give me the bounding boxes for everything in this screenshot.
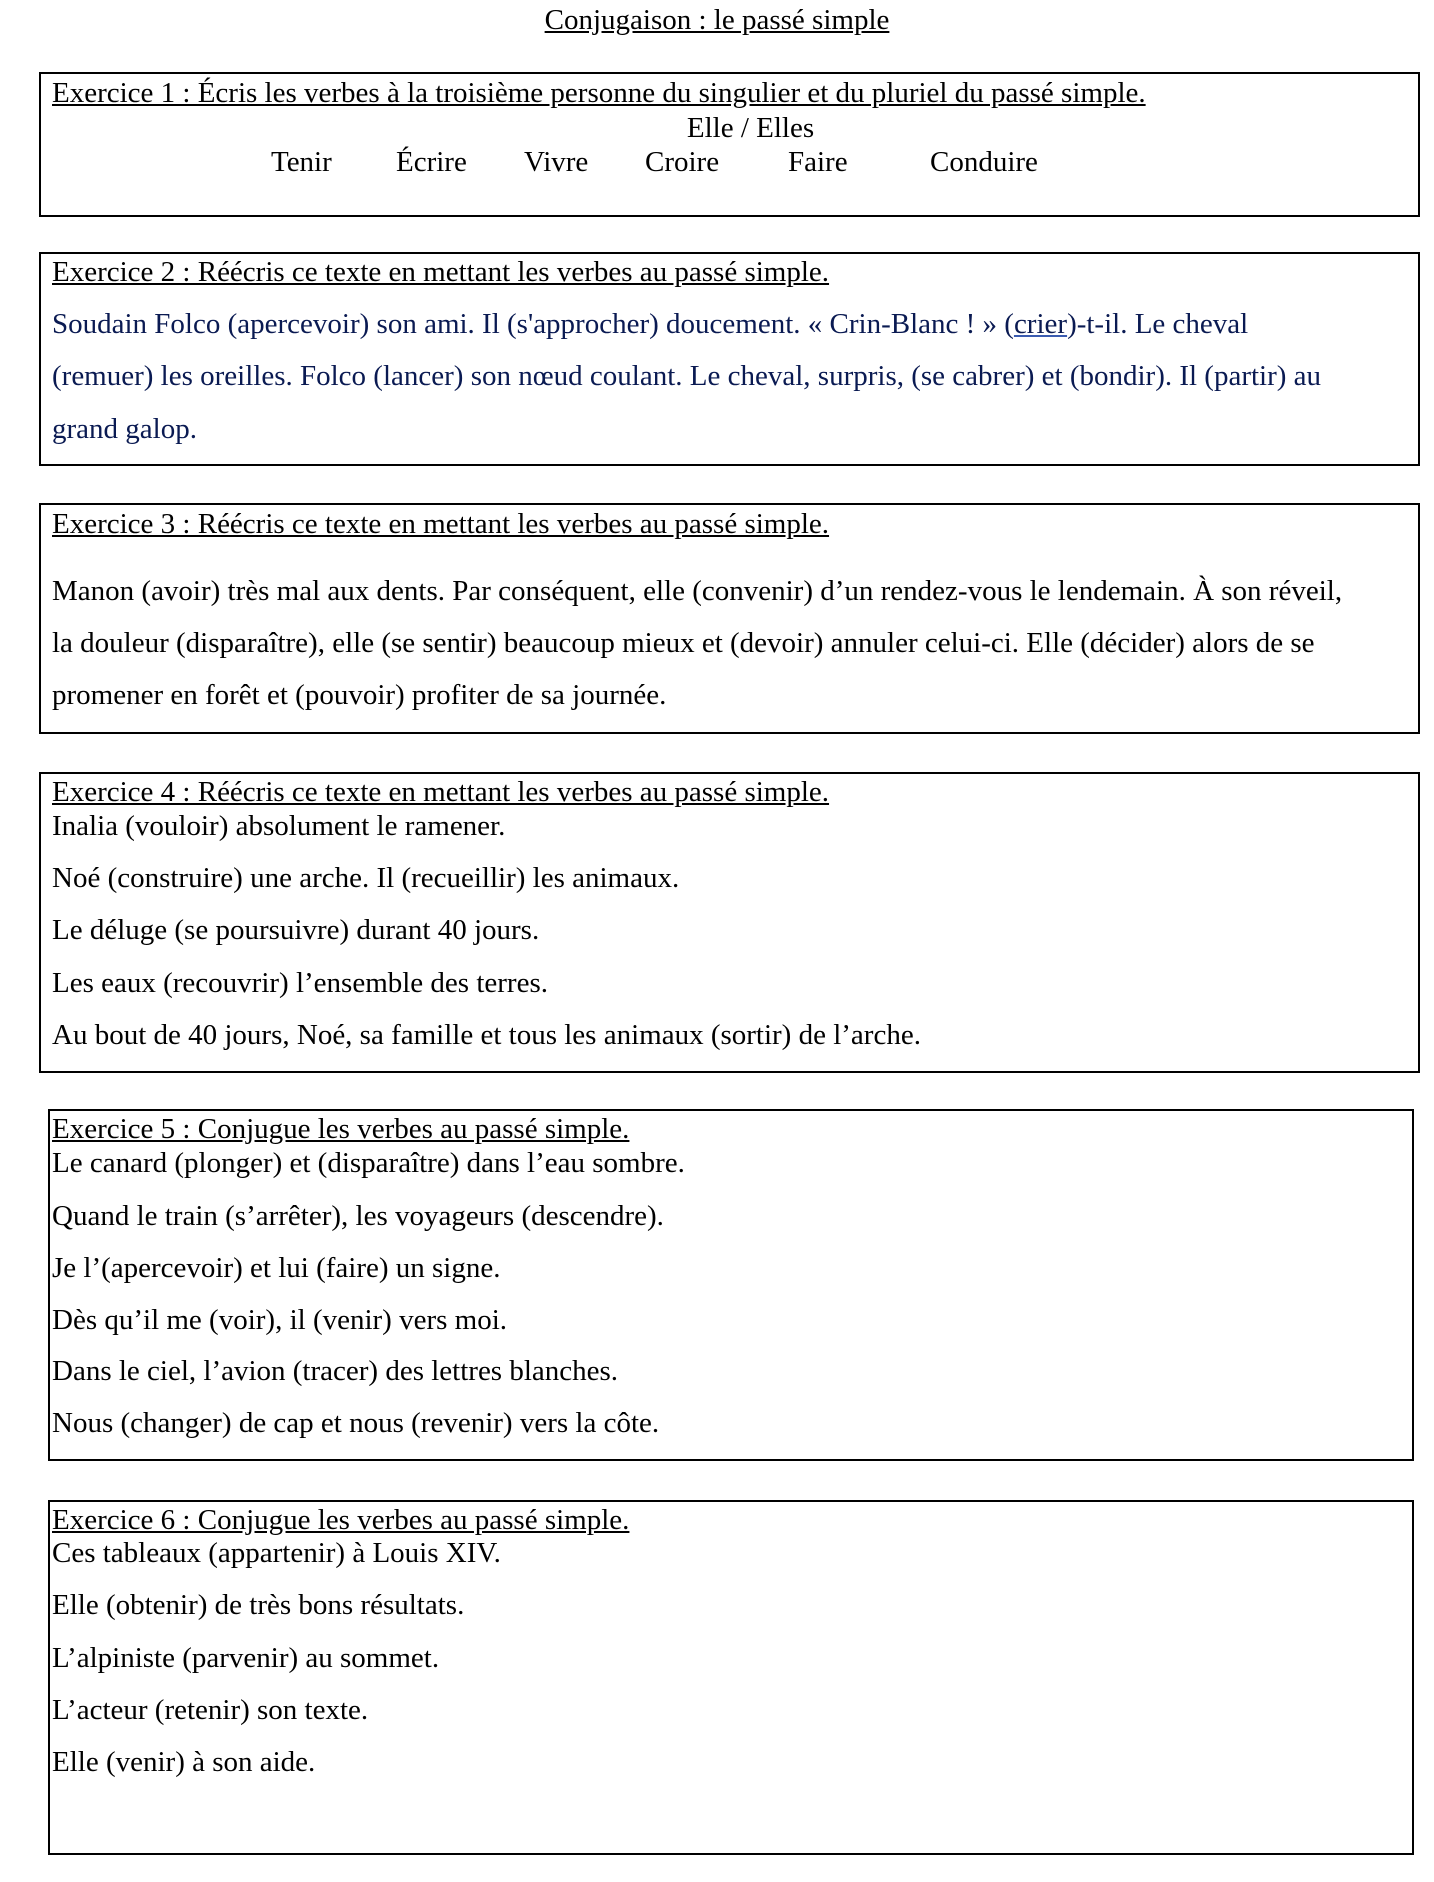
exercise-6-line: L’alpiniste (parvenir) au sommet. (52, 1642, 440, 1674)
exercise-1-heading: Exercice 1 : Écris les verbes à la troisième personne du singulier et du pluriel du passé simple. (52, 77, 1146, 109)
exercise-4-line: Les eaux (recouvrir) l’ensemble des terres. (52, 967, 548, 999)
exercise-3-heading: Exercice 3 : Réécris ce texte en mettant les verbes au passé simple. (52, 508, 830, 540)
exercise-6-line: Elle (obtenir) de très bons résultats. (52, 1589, 465, 1621)
crier-link[interactable]: crier (1013, 308, 1068, 340)
exercise-1-box (39, 72, 1420, 217)
text-segment: )-t-il. Le cheval (1067, 308, 1249, 340)
exercise-5-box (48, 1109, 1414, 1461)
exercise-5-line: Quand le train (s’arrêter), les voyageurs (descendre). (52, 1200, 664, 1232)
exercise-2-line (52, 308, 1248, 341)
exercise-4-heading: Exercice 4 : Réécris ce texte en mettant les verbes au passé simple. (52, 776, 830, 808)
exercise-6-line: Elle (venir) à son aide. (52, 1746, 316, 1778)
exercise-3-line: Manon (avoir) très mal aux dents. Par conséquent, elle (convenir) d’un rendez-vous le lendemain. À son réveil, (52, 575, 1343, 607)
exercise-5-line: Dès qu’il me (voir), il (venir) vers moi. (52, 1304, 508, 1336)
exercise-2-box (39, 252, 1420, 466)
exercise-4-line: Le déluge (se poursuivre) durant 40 jours. (52, 914, 540, 946)
exercise-5-line: Nous (changer) de cap et nous (revenir) vers la côte. (52, 1407, 660, 1439)
verb-item: Conduire (930, 146, 1038, 178)
exercise-3-line: la douleur (disparaître), elle (se sentir) beaucoup mieux et (devoir) annuler celui-ci. Elle (décider) alors de se (52, 627, 1315, 659)
exercise-6-heading: Exercice 6 : Conjugue les verbes au passé simple. (52, 1504, 630, 1536)
exercise-2-line: grand galop. (52, 413, 197, 445)
verb-item: Vivre (524, 146, 589, 178)
page-title: Conjugaison : le passé simple (544, 4, 890, 36)
exercise-6-line: L’acteur (retenir) son texte. (52, 1694, 369, 1726)
verb-item: Écrire (396, 146, 467, 178)
exercise-4-line: Inalia (vouloir) absolument le ramener. (52, 810, 506, 842)
exercise-5-line: Dans le ciel, l’avion (tracer) des lettres blanches. (52, 1355, 619, 1387)
exercise-5-line: Je l’(apercevoir) et lui (faire) un signe. (52, 1252, 501, 1284)
exercise-5-heading: Exercice 5 : Conjugue les verbes au passé simple. (52, 1113, 630, 1145)
exercise-1-subtitle: Elle / Elles (686, 112, 815, 144)
exercise-6-line: Ces tableaux (appartenir) à Louis XIV. (52, 1537, 501, 1569)
exercise-3-line: promener en forêt et (pouvoir) profiter de sa journée. (52, 679, 667, 711)
exercise-6-box (48, 1500, 1414, 1855)
exercise-4-box (39, 772, 1420, 1073)
exercise-2-line: (remuer) les oreilles. Folco (lancer) son nœud coulant. Le cheval, surpris, (se cabrer) et (bondir). Il (partir) au (52, 360, 1322, 392)
verb-item: Croire (645, 146, 720, 178)
exercise-3-box (39, 503, 1420, 734)
exercise-2-heading: Exercice 2 : Réécris ce texte en mettant les verbes au passé simple. (52, 256, 830, 288)
exercise-4-line: Au bout de 40 jours, Noé, sa famille et tous les animaux (sortir) de l’arche. (52, 1019, 921, 1051)
exercise-5-line: Le canard (plonger) et (disparaître) dans l’eau sombre. (52, 1147, 685, 1179)
verb-item: Faire (788, 146, 848, 178)
verb-item: Tenir (271, 146, 332, 178)
text-segment: Soudain Folco (apercevoir) son ami. Il (s'approcher) doucement. « Crin-Blanc ! » ( (52, 308, 1014, 340)
exercise-4-line: Noé (construire) une arche. Il (recueillir) les animaux. (52, 862, 680, 894)
